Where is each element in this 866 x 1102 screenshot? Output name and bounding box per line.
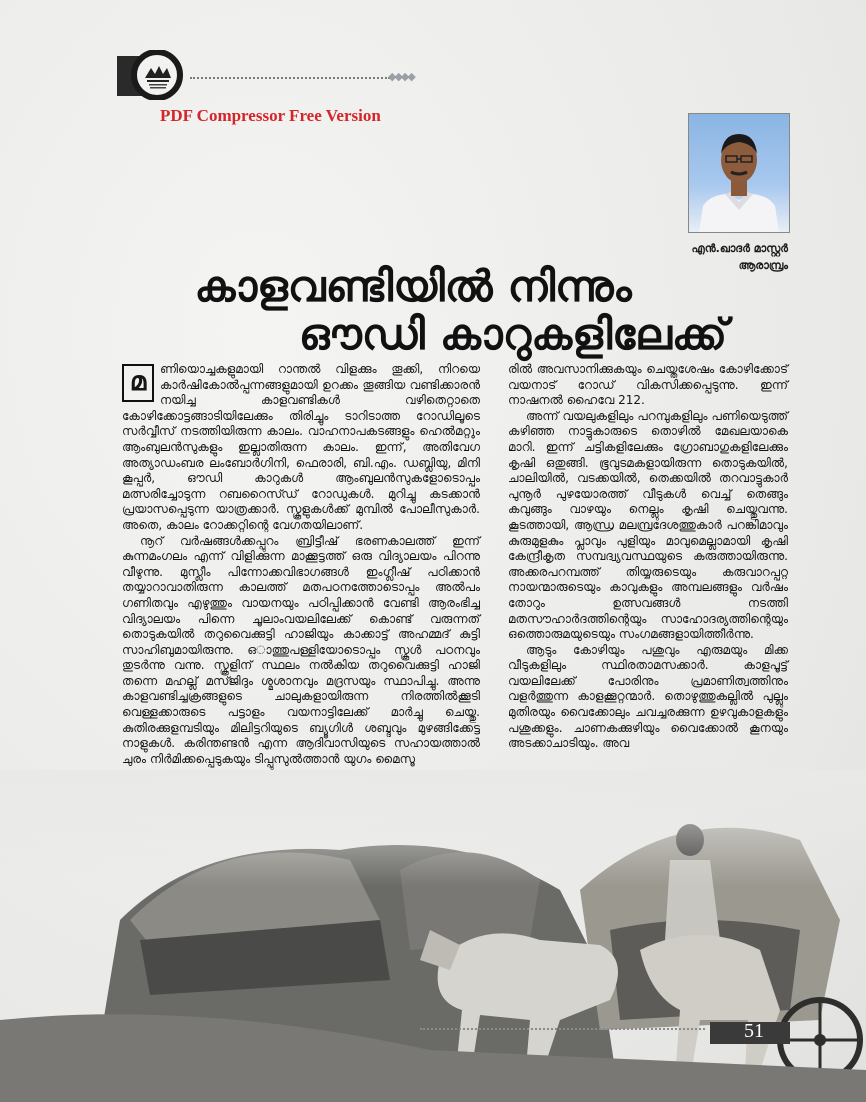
bullock-cart-illustration: [0, 770, 866, 1102]
header-dotted-rule: [190, 77, 390, 79]
paragraph: ണിയൊച്ചകളുമായി റാന്തൽ വിളക്കും തൂക്കി, നിറയെ കാർഷികോൽപ്പന്നങ്ങളുമായി ഉറക്കം തൂങ്ങിയ വണ്ടിക്കാരൻ നയിച്ച കാളവണ്ടികൾ വഴിതെറ്റാതെ കോഴിക്കോട്ടങ്ങാടിയിലേക്കും തിരിച്ചും ടാറിടാത്ത റോഡിലൂടെ സർവ്വീസ് നടത്തിയിരുന്ന കാലം. വാഹനാപകടങ്ങളും ഹെൽമറ്റും ആംബുലൻസുകളും ഇല്ലാതിരുന്ന കാലം. ഇന്ന്, അതിവേഗ അത്യാഡംബര ലംബോർഗിനി, ഫെരാരി, ബി.എം. ഡബ്ലിയു, മിനി കൂപ്പർ, ഔഡി കാറുകൾ ആംബുലൻസുകളോടൊപ്പം മത്സരിച്ചോടുന്ന റബറൈസ്ഡ് റോഡുകൾ. മുറിച്ചു കടക്കാൻ പ്രയാസപ്പെടുന്ന യാത്രക്കാർ. സ്കൂളുകൾക്ക് മുമ്പിൽ പോലീസുകാർ. അതെ, കാലം റോക്കറ്റിന്റെ വേഗതയിലാണ്.: [122, 362, 480, 532]
logo-badge-icon: [117, 50, 189, 100]
article-title-line-1: കാളവണ്ടിയിൽ നിന്നും: [194, 262, 632, 312]
drop-cap: മ: [122, 364, 154, 402]
paragraph: ആടും കോഴിയും പശുവും എരുമയും മിക്ക വീടുകളിലും സ്ഥിരതാമസക്കാർ. കാളപൂട്ട് വയലിലേക്ക് പോരിനും പ്രമാണിത്വത്തിനും വളർത്തുന്ന കാളക്കൂറ്റന്മാർ. തൊഴുത്തുകല്ലിൽ പുല്ലും മുതിരയും വൈക്കോലും ചവച്ചരക്കുന്ന ഉഴവുകാളകളും പശുക്കളും. ചാണകക്കുഴിയും വൈക്കോൽ കൂനയും അടക്കാചാടിയും. അവ: [508, 642, 788, 751]
article-title-line-2: ഔഡി കാറുകളിലേക്ക്: [298, 310, 728, 360]
author-photo: [688, 113, 790, 233]
article-column-2: [508, 362, 788, 752]
paragraph: രിൽ അവസാനിക്കുകയും ചെയ്തശേഷം കോഴിക്കോട് വയനാട് റോഡ് വികസിക്കപ്പെടുന്നു. ഇന്ന് നാഷനൽ ഹൈവേ 212.: [508, 362, 788, 408]
author-place: ആരാമ്പ്രം: [738, 259, 788, 272]
footer-dotted-rule: [420, 1028, 705, 1030]
watermark-text: PDF Compressor Free Version: [160, 106, 381, 125]
page-number: 51: [744, 1020, 764, 1042]
paragraph: അന്ന് വയലുകളിലും പറമ്പുകളിലും പണിയെടുത്ത് കഴിഞ്ഞ നാട്ടുകാരുടെ തൊഴിൽ മേഖലയാകെ മാറി. ഇന്ന് ചട്ടികളിലേക്കും ഗ്രോബാഗുകളിലേക്കും കൃഷി ഒതുങ്ങി. ഭൂവുടമകളായിരുന്ന തൊടുകയിൽ, ചാലിയിൽ, വടക്കയിൽ, തെക്കയിൽ തറവാട്ടുകാർ പുനൂർ പുഴയോരത്ത് വീടുകൾ വെച്ച് തെങ്ങും കവുങ്ങും വാഴയും നെല്ലും കൃഷി ചെയ്തുവന്നു. കൂടത്തായി, ആന്ധ്ര മലമ്പ്രദേശത്തുകാർ പറങ്കിമാവും കുരുമുളകും പ്ലാവും പുളിയും മാവുമെല്ലാമായി കൃഷി കേന്ദ്രീകൃത സമ്പദ്വ്യവസ്ഥയുടെ കരുത്തായിരുന്നു. അക്കരപറമ്പത്ത് തിയ്യരുടെയും കരുവാറപ്പറ്റ നായന്മാരുടെയും കാവുകളും അമ്പലങ്ങളും വർഷം തോറും ഉത്സവങ്ങൾ നടത്തി മതസൗഹാർദത്തിന്റെയും സാഹോദര്യത്തിന്റെയും ഒത്തൊരുമയുടെയും സംഗമങ്ങളായിത്തീർന്നു.: [508, 408, 788, 642]
paragraph: നൂറ് വർഷങ്ങൾക്കപ്പുറം ബ്രിട്ടീഷ് ഭരണകാലത്ത് ഇന്ന് കുന്നമംഗലം എന്ന് വിളിക്കുന്ന മാക്കൂട്ടത്ത് ഒരു വിദ്യാലയം പിറന്നു വീഴുന്നു. മുസ്ലീം പിന്നോക്കവിഭാഗങ്ങൾ ഇംഗ്ലീഷ് പഠിക്കാൻ തയ്യാറാവാതിരുന്ന കാലത്ത് മതപഠനത്തോടൊപ്പം അൽപം ഗണിതവും എഴുത്തും വായനയും പഠിപ്പിക്കാൻ വേണ്ടി ആരംഭിച്ച വിദ്യാലയം പിന്നെ ചൂലാംവയലിലേക്ക് കൊണ്ട് വരുന്നത് തൊടുകയിൽ തറുവൈക്കുട്ടി ഹാജിയും കാക്കാട്ട് അഹമ്മദ് കുട്ടി സാഹിബുമായിരുന്നു. ഒാത്തുപള്ളിയോടൊപ്പം സ്കൂൾ പഠനവും തുടർന്നു വന്നു. സ്കൂളിന് സ്ഥലം നൽകിയ തറുവൈക്കുട്ടി ഹാജി തന്നെ മഹല്ല് മസ്ജിദും ശ്മശാനവും മദ്രസയും സ്ഥാപിച്ചു. അന്നു കാളവണ്ടിച്ചക്രങ്ങളുടെ ചാലുകളായിരുന്ന നിരത്തിൽക്കൂടി വെള്ളക്കാരുടെ പട്ടാളം വയനാട്ടിലേക്ക് മാർച്ചു ചെയ്തു. കുതിരക്കുളമ്പടിയും മിലിട്ടറിയുടെ ബ്യൂഗിൾ ശബ്ദവും മുഴങ്ങിക്കേട്ട നാളുകൾ. കരിന്തണ്ടൻ എന്ന ആദിവാസിയുടെ സഹായത്താൽ ചുരം നിർമിക്കപ്പെടുകയും ടിപ്പുസുൽത്താൻ യുഗം മൈസൂ: [122, 533, 480, 766]
author-name: എൻ.ഖാദർ മാസ്റ്റർ: [691, 242, 788, 255]
header-diamond-ornament: ◆◆◆◆: [388, 70, 414, 83]
article-column-1: [122, 362, 480, 767]
magazine-logo: [117, 50, 189, 100]
